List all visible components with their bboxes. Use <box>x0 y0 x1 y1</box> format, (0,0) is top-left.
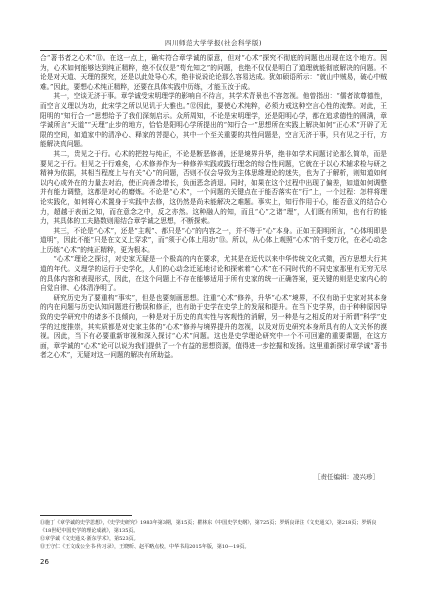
paragraph: 其一，空谈无济于事。章学诚受宋明理学的影响自不待言，其学术背景也不容忽视。他曾指出：“儒者欲尊德性，而空言义理以为功，此宋学之所以见讥于大雅也。”⑫因此，要使心术纯粹，必须力戒这种空言心性的流弊。对此，王阳明的“知行合一”思想给予了我们深刻启示。众所周知，不论是宋明理学，还是阳明心学，都在追求德性的圆满，章学诚所言“天道”“天理”止步的地方，恰恰是阳明心学所提出的“知行合一”思想所在实践上解决如何“正心术”开辟了无限的空间，如道家中的清净心、释家的菩提心，其中一个至关重要的共性问题是，空言无济于事，只有见之于行，方能解决真问题。 <box>40 92 387 149</box>
paragraph: “心术”理论之探讨，对史家无疑是一个极高的内在要求，尤其是在近代以来中华传统文化式微，西方思想大行其道的年代。义理学的运行于史学化，人们的心动念迁延地讨论和探索着“心术”在不同时代的不同史家那里有无穷无尽的具体内容和表现形式，因此，在这个问题上不存在能够适用于所有史家的统一正确答案，更关键的则是史家内心的自觉自律、心体清净明了。 <box>40 255 387 293</box>
running-head: 四川师范大学学报(社会科学版) <box>40 38 387 51</box>
paragraph: 研究历史为了要重构“事实”，但是也要刻画思想。注重“心术”修养，升华“心术”境界，不仅有助于史家对其本身的内在问题与历史认知问题进行勘误和修正，也有助于史学在史学上的发展和提升。在当下史学界，由于种种原因导致的史学研究中的诸多不良倾向，一种是对于历史的真实性与客观性的消解，另一种是与之相反的对于所谓“科学”史学的过度推崇，其实质都是对史家主体的“心术”修养与境界提升的忽视，以及对历史研究本身所具有的人文关怀的漠视。因此，当下有必要重新审视和深入探讨“心术”问题。这也是史学理论研究中一个不可回避的重要课题，在这方面，章学诚的“心术”论可以说为我们提供了一个有益的思想资源，值得进一步挖掘和发扬。这里重新探讨章学诚“著书者之心术”，无疑对这一问题的解决有所助益。 <box>40 293 387 360</box>
editor-credit: ［责任编辑：凌兴珍］ <box>314 473 379 481</box>
footnote: ⑬王守仁《王文成公全书·传习录》，王晓昕、赵平略点校，中华书局2015年版，第10—19页。 <box>40 544 250 550</box>
paragraph: 合“著书者之心术”⑪。在这一点上，确实符合章学诚的原意，但对“心术”探究不彻底的问题也出现在这个地方。因为，心术如何能够达到纯正精粹，绝不仅仅是“苟允知之”的问题，也绝不仅仅是明白了道理就能彻底解决的问题。不论是对天道、天理的探究，还是以此处导心术，绝非说说论论那么容易达成。犹如硕语所示：“就山中贼易，破心中贼难。”因此，要想心术纯正精粹，还要在具体实践中历练，才能玉汝于成。 <box>40 54 387 91</box>
footnote: ⑫章学诚《文史通义·浙东学术》，第523页。 <box>40 536 139 542</box>
paragraph: 其二，贵见之于行。心术的把控与纯正，不论是断恶修善，还是境界升华，绝非如学术问题讨论那么简单，而是要见之于行。但见之于行难矣，心术修养作为一种修养实践或践行理念的综合性问题，它就在于以心术辅求检与研之精神为依据，其相当程度上与有关“心”的问题，否则不仅会导致为主体思维理论的迷失，也为了于解析，则知道如何以内心或外在的力量去对治，使正向善念增长，负面恶念消退。同时，如果在这个过程中出现了偏差，如道如何调整并有能力调整，这都是对心的磨炼。不论是“心术”，一个问题的关键点在于能否落实在“行”上，一个过程：怎样将理论实践化，如何将心术置身于实践中去修，这仍然是尚未能解决之难题。事实上，知行作用于心，能否意义的结合心力，超越于表面之知，而在意念之中，反之亦然。这种融人的知，而且“心”之诸“理”，人们既有所知，也有行的能力，其具体的工夫路数则需结合章学诚之思想，不断探索。 <box>40 149 387 226</box>
footnote-divider <box>40 515 132 516</box>
page-number: 26 <box>40 558 49 566</box>
article-body <box>40 54 387 361</box>
paragraph: 其三，不论是“心术”，还是“主观”、都只是“心”的内容之一，并不等于“心”本身。正如王阳明所言，“心体明即是道明”，因此不能“只是在文义上穿求”，而“须于心体上用功”⑬。所以，从心体上观照“心术”的千变万化，在必心动念上历练“心术”的纯正精粹，更为根本。 <box>40 226 387 254</box>
footnote: ⑪施丁《章学诚的史学思想》，《史学史研究》1983年第3期，第15页；瞿林东《中国史学史纲》，第725页；罗炳良译注《文史通义》，第218页；罗炳良《18世纪中国史学的理论成就》，第135页。 <box>40 520 377 534</box>
footnotes <box>40 519 387 551</box>
